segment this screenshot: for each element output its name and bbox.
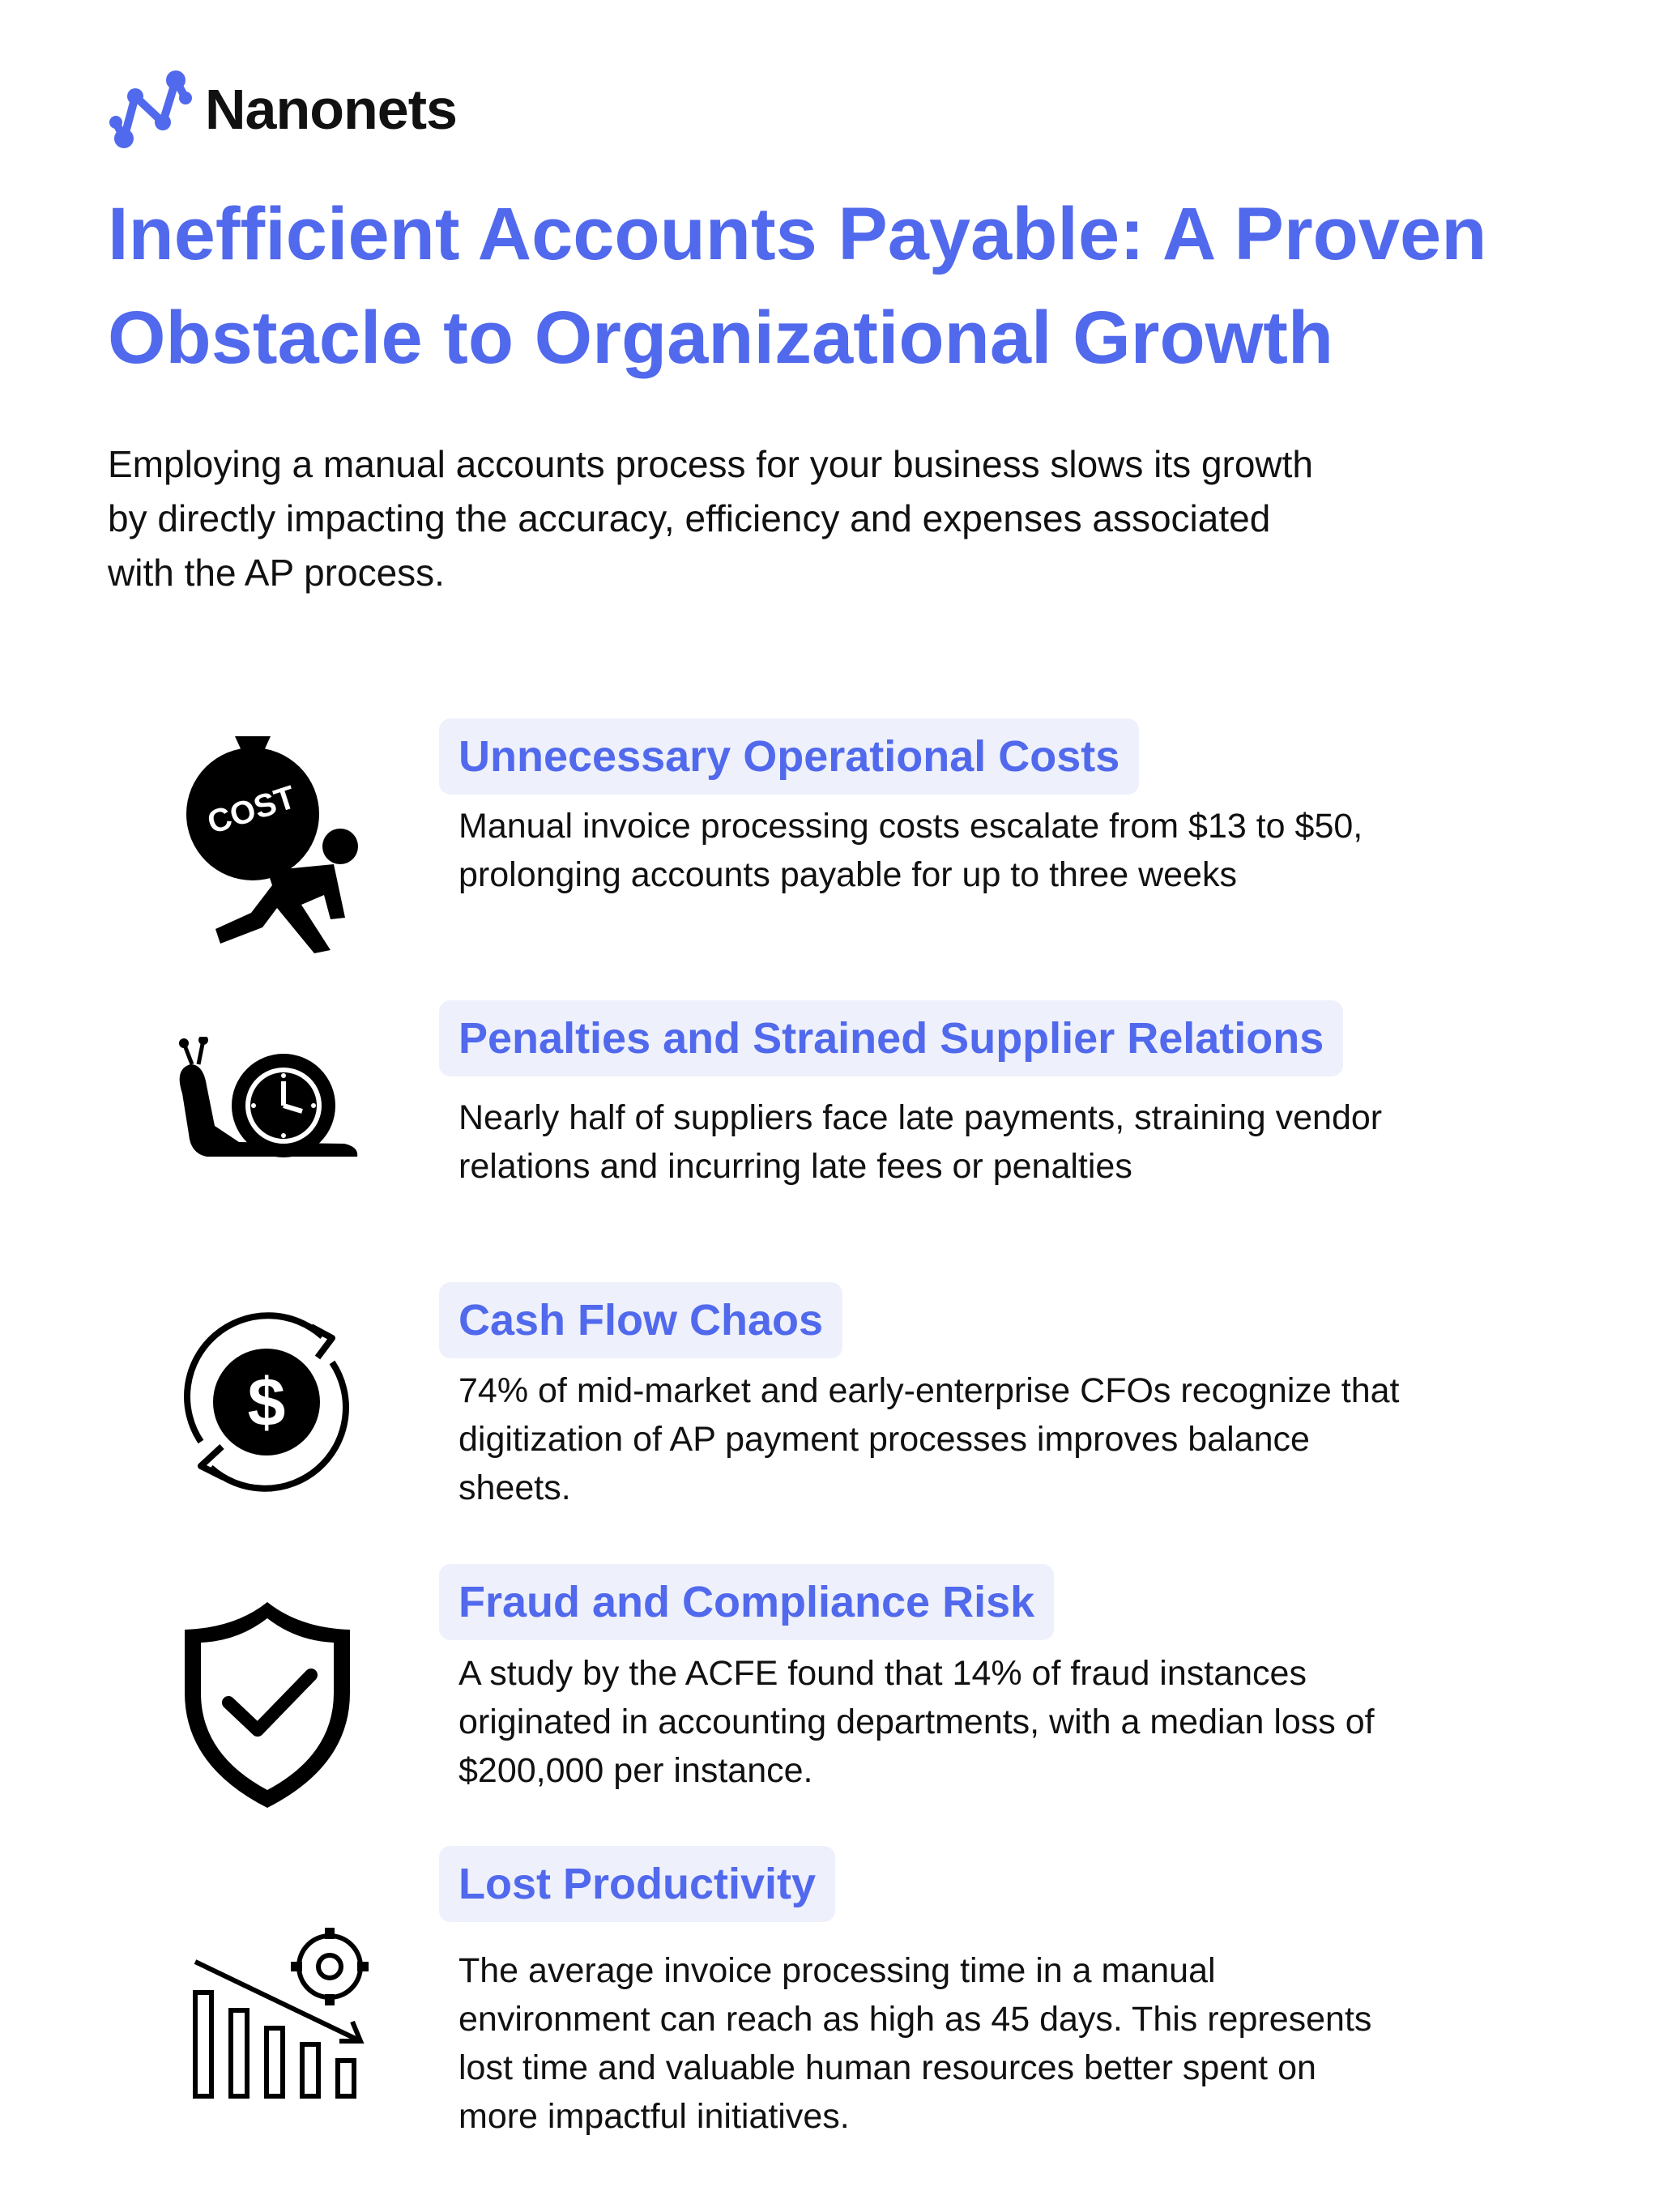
brand-logo (108, 65, 457, 154)
section-description (458, 1946, 1544, 2141)
intro-line: by directly impacting the accuracy, efficiency and expenses associated (108, 497, 1271, 539)
description-line: Manual invoice processing costs escalate from $13 to $50, (458, 807, 1363, 846)
shield-check-icon (178, 1596, 356, 1814)
cost-burden-icon (172, 725, 366, 960)
page-title (108, 182, 1598, 390)
declining-productivity-icon (190, 1920, 377, 2106)
section-description (458, 802, 1544, 899)
section-heading: Fraud and Compliance Risk (439, 1564, 1054, 1640)
cost-icon-label: COST (203, 779, 301, 842)
dollar-sign: $ (247, 1364, 286, 1440)
section-description (458, 1093, 1544, 1191)
description-line: more impactful initiatives. (458, 2097, 850, 2136)
description-line: Nearly half of suppliers face late payments, straining vendor (458, 1098, 1383, 1137)
description-line: relations and incurring late fees or penalties (458, 1147, 1132, 1186)
intro-line: with the AP process. (108, 552, 445, 594)
title-line: Obstacle to Organizational Growth (108, 296, 1334, 379)
intro-paragraph (108, 437, 1566, 600)
description-line: 74% of mid-market and early-enterprise CFOs recognize that (458, 1371, 1400, 1410)
description-line: originated in accounting departments, with a median loss of (458, 1703, 1375, 1741)
cash-flow-cycle-icon (177, 1312, 356, 1492)
snail-clock-icon (174, 1037, 360, 1162)
section-description (458, 1649, 1544, 1795)
title-line: Inefficient Accounts Payable: A Proven (108, 193, 1487, 275)
intro-line: Employing a manual accounts process for your business slows its growth (108, 443, 1314, 485)
section-heading: Unnecessary Operational Costs (439, 718, 1139, 795)
description-line: sheets. (458, 1468, 571, 1507)
description-line: $200,000 per instance. (458, 1751, 813, 1790)
section-heading: Lost Productivity (439, 1846, 835, 1922)
description-line: prolonging accounts payable for up to three weeks (458, 855, 1237, 894)
description-line: A study by the ACFE found that 14% of fraud instances (458, 1654, 1307, 1693)
description-line: The average invoice processing time in a manual (458, 1951, 1216, 1990)
nanonets-n-logo-icon (108, 66, 194, 153)
section-heading: Penalties and Strained Supplier Relations (439, 1000, 1343, 1076)
section-heading: Cash Flow Chaos (439, 1282, 842, 1358)
description-line: digitization of AP payment processes improves balance (458, 1420, 1310, 1459)
section-description (458, 1366, 1544, 1512)
description-line: lost time and valuable human resources better spent on (458, 2048, 1316, 2087)
description-line: environment can reach as high as 45 days. This represents (458, 2000, 1372, 2039)
brand-name: Nanonets (205, 78, 457, 141)
